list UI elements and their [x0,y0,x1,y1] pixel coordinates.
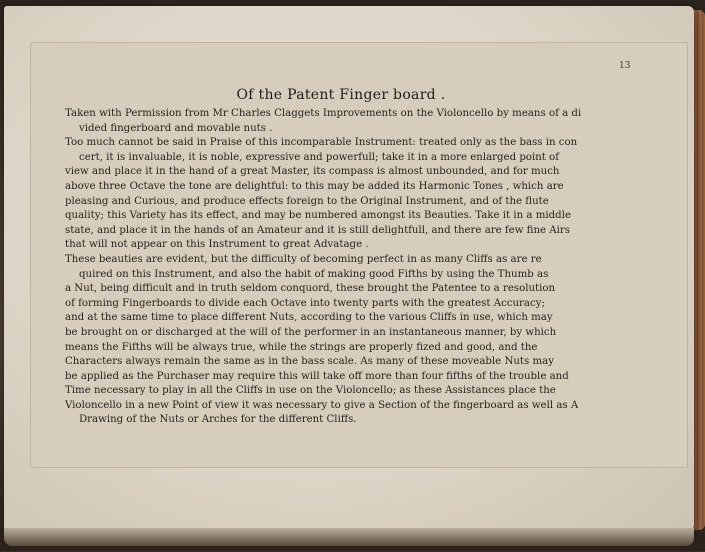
engraved-plate [30,42,688,468]
book-page [4,6,694,534]
page-title: Of the Patent Finger board . [236,87,446,103]
text-line: above three Octave the tone are delightful: to this may be added its Harmonic Tones , which are [65,180,564,192]
text-line: be applied as the Purchaser may require this will take off more than four fifths of the trouble and [65,370,569,382]
page-number: 13 [619,61,631,71]
text-line: quired on this Instrument, and also the habit of making good Fifths by using the Thumb as [79,268,549,280]
text-line: means the Fifths will be always true, while the strings are properly fized and good, and the [65,341,538,353]
text-line: Too much cannot be said in Praise of this incomparable Instrument: treated only as the bass in con [65,137,578,149]
text-line: Taken with Permission from Mr Charles Claggets Improvements on the Violoncello by means of a di [65,108,582,119]
text-line: view and place it in the hand of a great Master, its compass is almost unbounded, and for much [65,166,560,178]
page-bottom-edge [4,528,694,546]
text-line: of forming Fingerboards to divide each Octave into twenty parts with the greatest Accuracy; [65,297,545,309]
body-text [65,107,665,428]
text-line: vided fingerboard and movable nuts . [79,122,273,134]
text-line: cert, it is invaluable, it is noble, expressive and powerfull; take it in a more enlarged point of [79,151,560,163]
text-line: pleasing and Curious, and produce effects foreign to the Original Instrument, and of the flute [65,195,549,207]
text-line: quality; this Variety has its effect, and may be numbered amongst its Beauties. Take it in a middle [65,210,571,222]
text-line: that will not appear on this Instrument to great Advatage . [65,239,369,251]
text-line: Drawing of the Nuts or Arches for the different Cliffs. [79,414,357,426]
text-line: Violoncello in a new Point of view it was necessary to give a Section of the fingerboard as well as A [65,399,579,411]
text-line: and at the same time to place different Nuts, according to the various Cliffs in use, which may [65,312,553,324]
text-line: Characters always remain the same as in the bass scale. As many of these moveable Nuts may [65,356,554,368]
text-line: Time necessary to play in all the Cliffs in use on the Violoncello; as these Assistances place the [65,385,556,397]
text-line: be brought on or discharged at the will of the performer in an instantaneous manner, by which [65,326,557,338]
text-line: These beauties are evident, but the difficulty of becoming perfect in as many Cliffs as are re [65,253,542,265]
text-line: a Nut, being difficult and in truth seldom conquord, these brought the Patentee to a resolution [65,283,556,295]
text-line: state, and place it in the hands of an Amateur and it is still delightfull, and there are few fine Airs [65,224,571,236]
